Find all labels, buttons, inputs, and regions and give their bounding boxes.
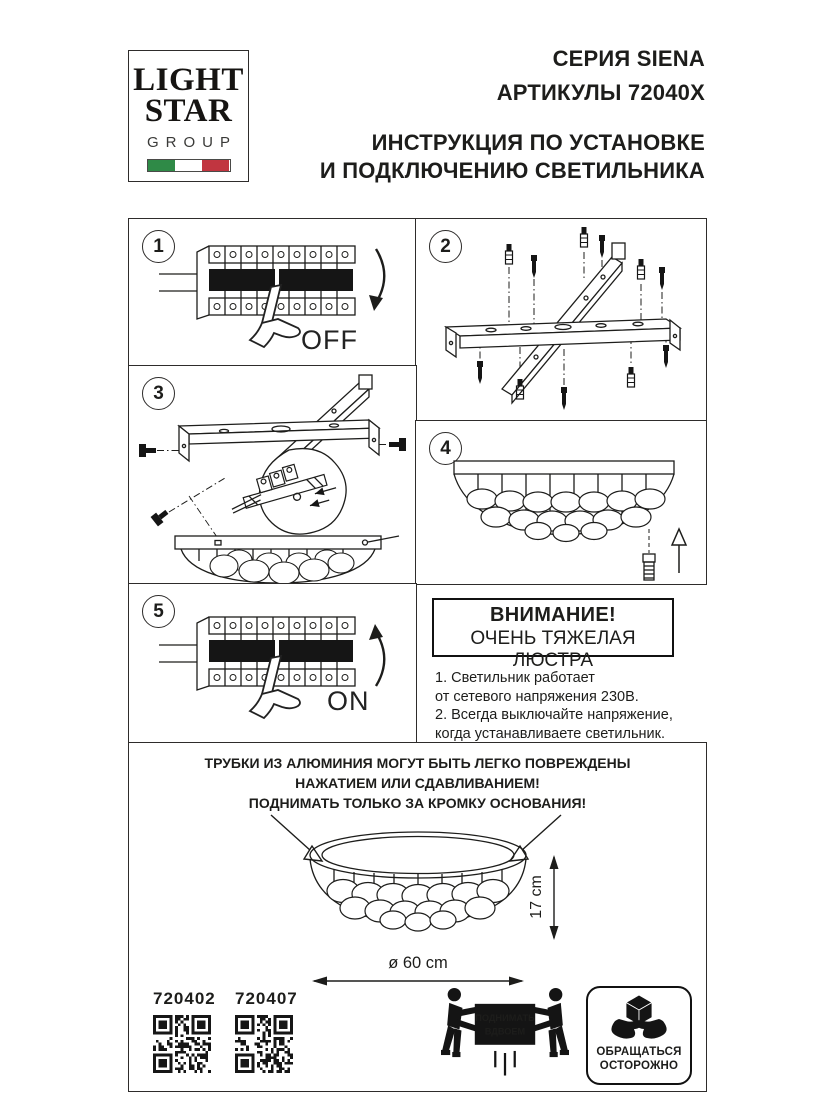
note-line: 1. Светильник работает	[435, 670, 595, 686]
flag-white-segment	[175, 160, 202, 171]
handling-panel	[128, 742, 707, 1092]
lift-box	[475, 1004, 535, 1045]
attention-box	[432, 598, 674, 671]
switch-off-label: OFF	[301, 325, 358, 355]
notes-list	[435, 669, 695, 743]
step-number: 3	[142, 377, 175, 410]
diameter-dimension-label: ø 60 cm	[388, 954, 448, 972]
step-panel-1	[128, 218, 417, 367]
qr-code-2	[235, 1015, 293, 1073]
logo-word-group: GROUP	[146, 134, 237, 151]
step-number: 5	[142, 595, 175, 628]
step-number: 2	[429, 230, 462, 263]
step-panel-2	[415, 218, 707, 422]
horizontal-bracket-bar	[446, 319, 680, 357]
lift-two-person-icon	[441, 983, 569, 1081]
article-number-1: 720402	[153, 989, 216, 1008]
switch-on-label: ON	[327, 686, 370, 716]
hands-holding-cube-icon	[609, 994, 669, 1042]
chandelier-dimension-drawing	[129, 813, 706, 998]
article-number-2: 720407	[235, 989, 298, 1008]
note-line: 2. Всегда выключайте напряжение,	[435, 707, 673, 723]
care-icon-label-line2: ОСТОРОЖНО	[599, 1059, 679, 1072]
note-line: когда устанавливаете светильник.	[435, 725, 666, 742]
off-arrow	[376, 249, 384, 301]
bowl-crystal-pattern	[467, 489, 665, 542]
step-panel-4	[415, 420, 707, 585]
fixture-base	[175, 536, 399, 549]
rim-pointer-arrows	[271, 815, 561, 861]
page-title-line2: И ПОДКЛЮЧЕНИЮ СВЕТИЛЬНИКА	[319, 158, 705, 183]
height-dimension-label: 17 cm	[528, 875, 545, 919]
fixture-bowl	[181, 549, 375, 584]
series-title: СЕРИЯ SIENA	[552, 46, 705, 71]
handling-warning-line2: НАЖАТИЕМ ИЛИ СДАВЛИВАНИЕМ!	[295, 775, 540, 791]
diameter-dimension	[312, 954, 524, 986]
handling-warning-line3: ПОДНИМАТЬ ТОЛЬКО ЗА КРОМКУ ОСНОВАНИЯ!	[248, 795, 587, 811]
step-panel-3	[128, 365, 417, 585]
lift-icon-label-line2: ВДВОЕМ	[484, 1026, 526, 1037]
flag-red-segment	[202, 160, 229, 171]
qr-code-1	[153, 1015, 211, 1073]
care-icon-label-line1: ОБРАЩАТЬСЯ	[596, 1046, 682, 1058]
lift-icon-label-line1: ПОДНИМАТЬ	[475, 1013, 535, 1024]
height-dimension	[528, 855, 559, 940]
step-number: 1	[142, 230, 175, 263]
ceiling-bracket	[179, 420, 379, 461]
handle-with-care-icon	[586, 986, 692, 1085]
logo-word-star: STAR	[144, 93, 233, 129]
logo-word-light: LIGHT	[133, 62, 244, 98]
flag-green-segment	[148, 160, 175, 171]
articles-title: АРТИКУЛЫ 72040X	[496, 80, 705, 105]
step-panel-5	[128, 583, 417, 744]
hands-icon	[611, 1019, 666, 1039]
handling-warning-line1: ТРУБКИ ИЗ АЛЮМИНИЯ МОГУТ БЫТЬ ЛЕГКО ПОВРЕЖДЕНЫ	[204, 755, 631, 771]
note-line: от сетевого напряжения 230В.	[435, 688, 639, 705]
attention-heading: ВНИМАНИЕ!	[490, 604, 616, 626]
page-title-line1: ИНСТРУКЦИЯ ПО УСТАНОВКЕ	[371, 130, 705, 155]
pull-screw	[643, 529, 655, 580]
on-arrow	[376, 634, 384, 686]
up-arrow	[672, 529, 686, 573]
step-number: 4	[429, 432, 462, 465]
chandelier-drawing	[310, 832, 526, 931]
italian-flag-bar	[147, 159, 231, 172]
attention-subheading: ОЧЕНЬ ТЯЖЕЛАЯ ЛЮСТРА	[470, 628, 636, 671]
lightstar-logo	[128, 50, 249, 182]
